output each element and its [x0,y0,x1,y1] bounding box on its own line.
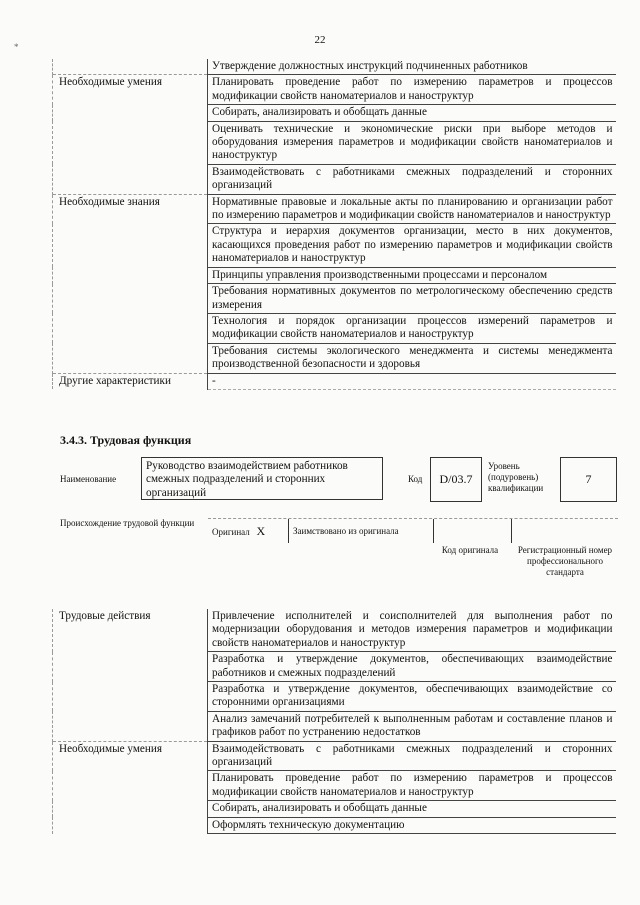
row-label [53,59,208,75]
function-name: Руководство взаимодействием работников смежных подразделений и сторонних организаций [141,457,383,500]
origin-bar [208,518,618,543]
row-text: Технология и порядок организации процессов измерений параметров и модификации свойств наноматериалов и наноструктур [208,313,616,343]
row-text: Нормативные правовые и локальные акты по планированию и организации работ по измерению параметров и модификации свойств наноматериалов и наноструктур [208,194,616,224]
row-text: Оценивать технические и экономические риски при выборе методов и оборудования измерения параметров и модификации свойств наноматериалов и наноструктур [208,121,616,164]
row-text: Оформлять техническую документацию [208,817,616,833]
original-label: Оригинал [212,527,250,537]
row-label: Другие характеристики [53,373,208,389]
row-label: Трудовые действия [53,609,208,741]
row-text: Собирать, анализировать и обобщать данные [208,105,616,121]
code-label: Код [408,474,423,484]
reg-number-cell [511,519,618,543]
bottom-table [52,609,616,834]
corner-mark: * [14,42,19,52]
code-caption: Код оригинала [441,545,499,555]
table-row [53,741,616,771]
original-code-cell [433,519,511,543]
function-code: D/03.7 [430,457,482,502]
row-text: Взаимодействовать с работниками смежных подразделений и сторонних организаций [208,164,616,194]
row-text: Планировать проведение работ по измерению параметров и процессов модификации свойств наноматериалов и наноструктур [208,771,616,801]
borrowed-label: Заимствовано из оригинала [293,526,399,536]
row-text: Требования системы экологического менеджмента и системы менеджмента производственной безопасности и здоровья [208,343,616,373]
row-text: Разработка и утверждение документов, обеспечивающих взаимодействие работников и смежных подразделений [208,652,616,682]
top-table [52,59,616,390]
row-label: Необходимые знания [53,194,208,373]
row-text: - [208,373,616,389]
row-text: Планировать проведение работ по измерению параметров и процессов модификации свойств наноматериалов и наноструктур [208,75,616,105]
row-text: Структура и иерархия документов организации, место в них документов, касающихся проведения работ по измерению параметров и модификации свойств наноматериалов и наноструктур [208,224,616,267]
row-text: Взаимодействовать с работниками смежных подразделений и сторонних организаций [208,741,616,771]
original-mark: X [256,524,266,538]
table-row [53,609,616,652]
borrowed-cell [288,519,433,543]
original-cell [208,519,288,543]
origin-label: Происхождение трудовой функции [60,518,195,528]
row-text: Требования нормативных документов по метрологическому обеспечению средств измерения [208,284,616,314]
row-text: Собирать, анализировать и обобщать данные [208,801,616,817]
row-text: Привлечение исполнителей и соисполнителей для выполнения работ по модернизации оборудования и методов измерения параметров и модификации свойств наноматериалов и наноструктур [208,609,616,652]
qualification-level: 7 [560,457,617,502]
row-text: Разработка и утверждение документов, обеспечивающих взаимодействие со сторонними организациями [208,682,616,712]
row-text: Принципы управления производственными процессами и персоналом [208,267,616,283]
level-label: Уровень (подуровень) квалификации [488,461,544,493]
row-text: Анализ замечаний потребителей к выполненным работам и составление планов и графиков работ по устранению недостатков [208,711,616,741]
table-row [53,59,616,75]
table-row [53,75,616,105]
table-row [53,373,616,389]
reg-caption: Регистрационный номер профессионального стандарта [517,545,613,577]
row-label: Необходимые умения [53,75,208,194]
page-number: 22 [314,34,326,46]
section-title: 3.4.3. Трудовая функция [60,433,192,447]
name-label: Наименование [60,474,117,484]
table-row [53,194,616,224]
row-text: Утверждение должностных инструкций подчиненных работников [208,59,616,75]
row-label: Необходимые умения [53,741,208,833]
